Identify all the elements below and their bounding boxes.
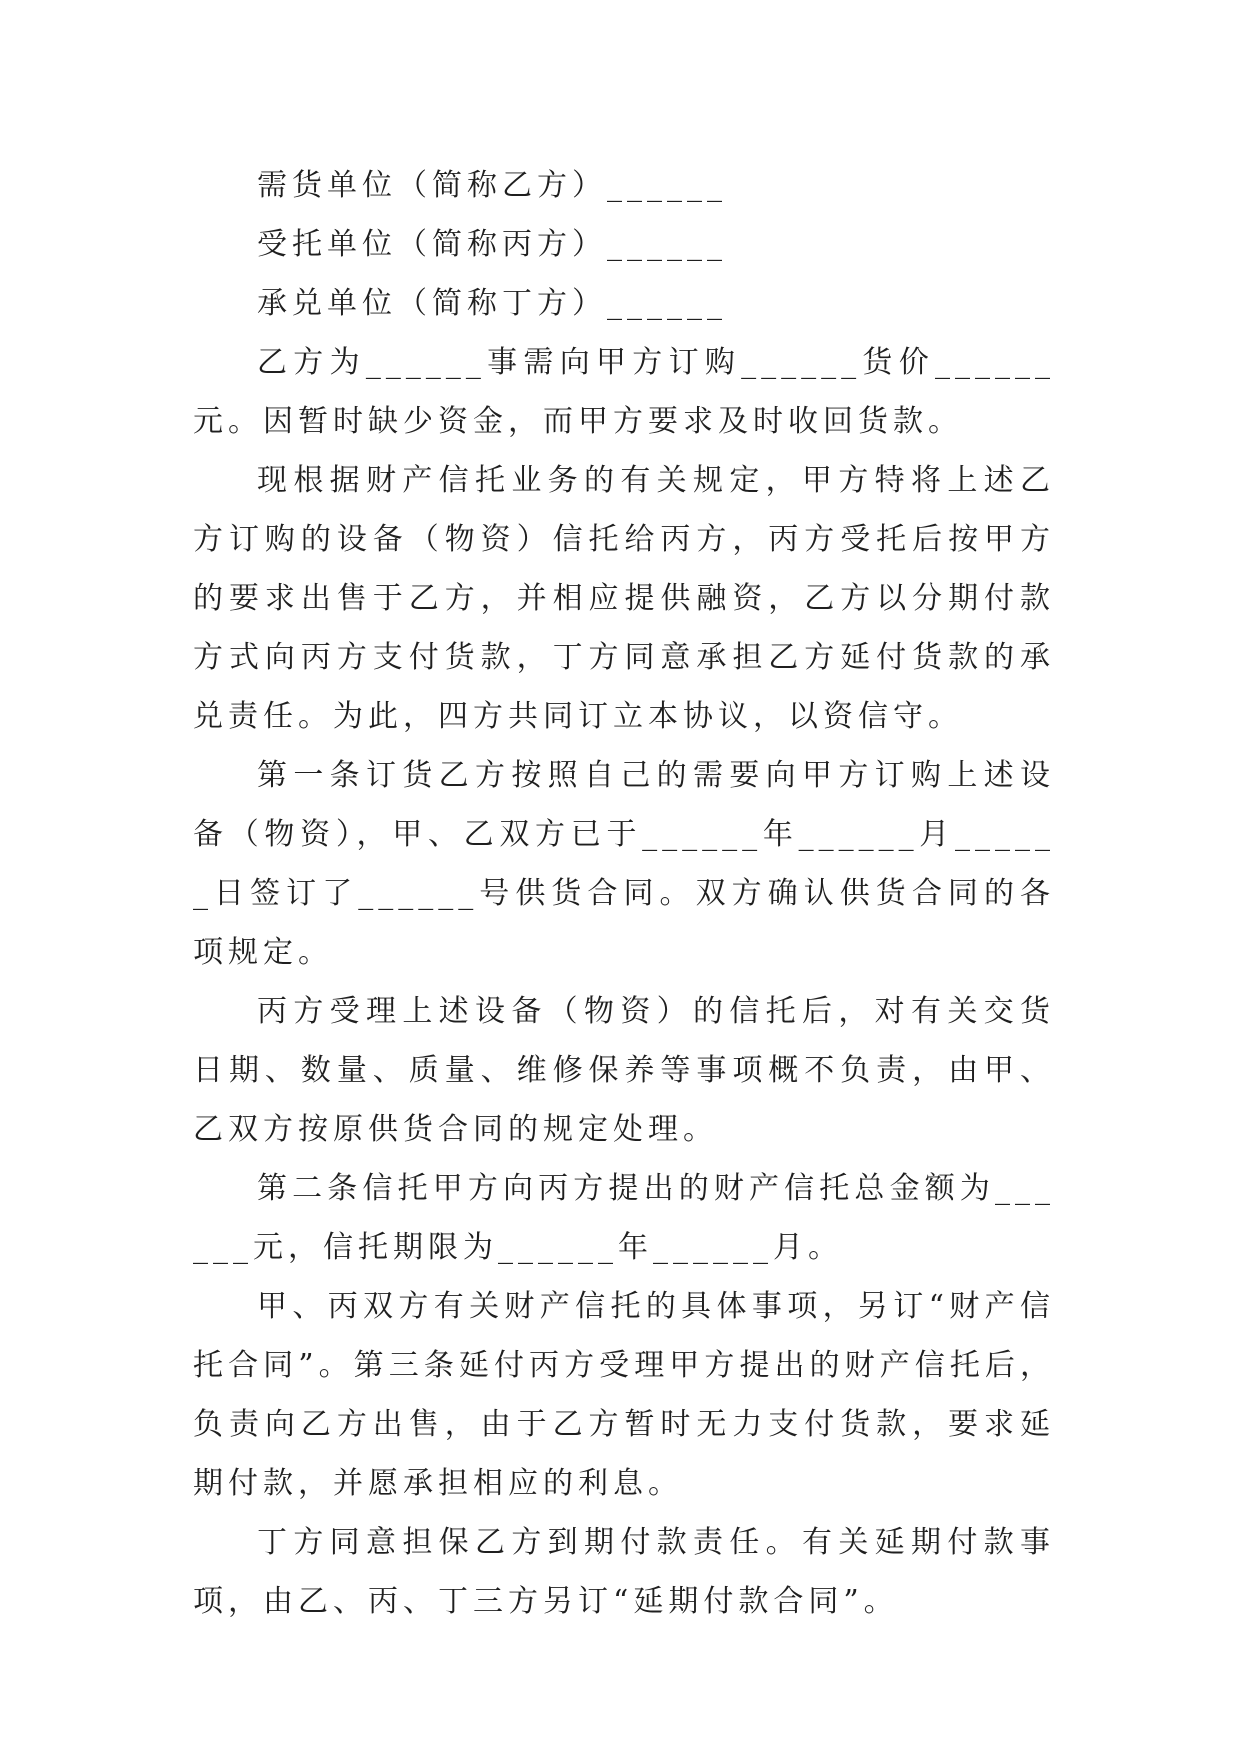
- paragraph-trust-basis: 现根据财产信托业务的有关规定，甲方特将上述乙方订购的设备（物资）信托给丙方，丙方受托后按甲方的要求出售于乙方，并相应提供融资，乙方以分期付款方式向丙方支付货款，丁方同意承担乙方延付货款的承兑责任。为此，四方共同订立本协议，以资信守。: [193, 463, 1055, 734]
- party-b-line: 需货单位（简称乙方）______: [257, 168, 727, 203]
- paragraph-article-2: 第二条信托甲方向丙方提出的财产信托总金额为______元，信托期限为______年______月。: [193, 1171, 1055, 1265]
- paragraph-article-3: 甲、丙双方有关财产信托的具体事项，另订“财产信托合同”。第三条延付丙方受理甲方提出的财产信托后，负责向乙方出售，由于乙方暂时无力支付货款，要求延期付款，并愿承担相应的利息。: [193, 1289, 1055, 1501]
- party-d-line: 承兑单位（简称丁方）______: [257, 286, 727, 321]
- paragraph-guarantee: 丁方同意担保乙方到期付款责任。有关延期付款事项，由乙、丙、丁三方另订“延期付款合同”。: [193, 1525, 1055, 1619]
- party-c-line: 受托单位（简称丙方）______: [257, 227, 727, 262]
- paragraph-trust-scope: 丙方受理上述设备（物资）的信托后，对有关交货日期、数量、质量、维修保养等事项概不负责，由甲、乙双方按原供货合同的规定处理。: [193, 994, 1055, 1147]
- document-page: [193, 156, 1055, 1631]
- paragraph-purchase: 乙方为______事需向甲方订购______货价______元。因暂时缺少资金，而甲方要求及时收回货款。: [193, 345, 1055, 439]
- paragraph-article-1: 第一条订货乙方按照自己的需要向甲方订购上述设备（物资），甲、乙双方已于______年______月______日签订了______号供货合同。双方确认供货合同的各项规定。: [193, 758, 1055, 970]
